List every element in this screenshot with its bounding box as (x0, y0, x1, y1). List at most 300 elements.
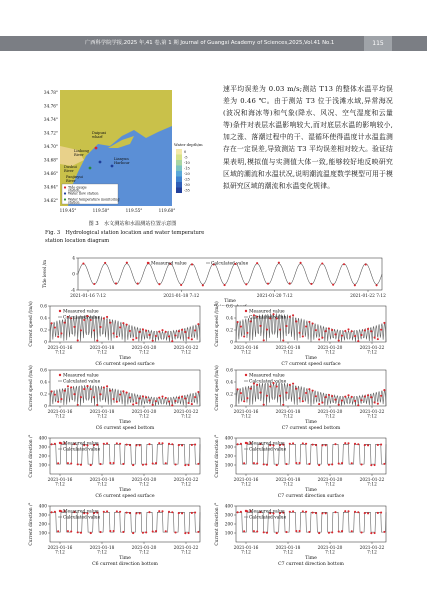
y-tick-label: 0.2 (40, 328, 47, 334)
depth-label: -20 (184, 172, 190, 176)
measured-series-point (168, 443, 170, 445)
measured-series-point (129, 512, 131, 514)
c6-surface-direction-chart (28, 428, 206, 500)
measured-series-point (246, 332, 248, 334)
y-tick-label: 0.2 (40, 392, 47, 398)
measured-series-point (184, 532, 186, 534)
measured-series-point (116, 336, 118, 338)
x-axis-label: Time (305, 488, 317, 493)
place-label: Dushui River (64, 165, 77, 173)
legend-marker (64, 198, 66, 200)
legend-calculated-label: Calculated value (63, 379, 101, 385)
measured-series-point (148, 443, 150, 445)
y-tick-label: 100 (38, 531, 47, 537)
measured-series-point (116, 510, 118, 512)
y-tick-label: 0.4 (40, 316, 47, 322)
measured-series-point (119, 393, 121, 395)
measured-series-point (142, 532, 144, 534)
legend-label: Water flow station (68, 191, 99, 196)
measured-series-point (344, 396, 346, 398)
measured-series-point (276, 532, 278, 534)
measured-series-point (282, 339, 284, 341)
y-tick-label: 300 (38, 445, 47, 451)
measured-series-point (321, 262, 323, 264)
measured-series-point (276, 386, 278, 388)
measured-series-point (103, 386, 105, 388)
measured-series-point (380, 443, 382, 445)
measured-series-point (77, 339, 79, 341)
measured-series-point (135, 444, 137, 446)
measured-series-point (374, 532, 376, 534)
depth-legend-title: Water depth/m (174, 142, 203, 147)
measured-series-point (325, 330, 327, 332)
legend-measured-marker (147, 262, 149, 264)
c7-surface-speed-chart (214, 296, 392, 368)
legend-measured-marker (245, 510, 247, 512)
measured-series-point (354, 511, 356, 513)
measured-series-point (256, 462, 258, 464)
measured-series-point (80, 329, 82, 331)
measured-series-point (367, 394, 369, 396)
latitude-label: 34.76° (43, 103, 58, 109)
measured-series-point (240, 392, 242, 394)
measured-series-point (93, 283, 95, 285)
measured-series-point (237, 443, 239, 445)
measured-series-point (367, 512, 369, 514)
measured-series-point (145, 396, 147, 398)
measured-series-point (279, 395, 281, 397)
measured-series-point (57, 530, 59, 532)
measured-series-point (256, 530, 258, 532)
measured-series-point (365, 264, 367, 266)
measured-series-point (240, 511, 242, 513)
x-tick-label: 2021-01-20 7:12 (131, 410, 157, 420)
measured-series-point (328, 394, 330, 396)
x-tick-label: 2021-01-18 7:12 (275, 478, 301, 488)
measured-series-point (158, 331, 160, 333)
x-tick-label: 2021-01-22 7:12 (350, 294, 386, 299)
measured-series-point (155, 400, 157, 402)
measured-series-point (334, 511, 336, 513)
measured-series-point (250, 320, 252, 322)
legend-measured-marker (245, 374, 247, 376)
measured-series-point (256, 262, 258, 264)
measured-series-point (158, 510, 160, 512)
measured-series-point (360, 399, 362, 401)
x-tick-label: 2021-01-18 7:12 (163, 294, 200, 299)
latitude-label: 34.74° (43, 117, 58, 122)
flow-station-marker (111, 165, 114, 168)
y-tick-label: 0.6 (226, 304, 233, 310)
measured-series-point (318, 338, 320, 340)
measured-series-point (351, 462, 353, 464)
depth-legend (174, 142, 203, 193)
x-tick-label: 2021-01-16 7:12 (47, 478, 73, 488)
legend-label: Water temperature monitoring station (68, 197, 120, 205)
station-legend (62, 184, 120, 205)
measured-series-point (152, 530, 154, 532)
measured-series-point (263, 404, 265, 406)
measured-series-point (370, 464, 372, 466)
figure3-caption (45, 220, 220, 245)
measured-series-point (80, 464, 82, 466)
depth-swatch (176, 166, 182, 172)
calculated-series-line (236, 379, 386, 406)
measured-series-point (370, 532, 372, 534)
measured-series-point (334, 399, 336, 401)
y-tick-label: 0.2 (226, 392, 233, 398)
measured-series-point (279, 329, 281, 331)
longitude-label: 119.60° (158, 208, 176, 213)
measured-series-point (237, 388, 239, 390)
x-tick-label: 2021-01-18 7:12 (89, 346, 115, 356)
legend-measured-marker (59, 310, 61, 312)
x-tick-label: 2021-01-22 7:12 (173, 410, 199, 420)
measured-series-point (57, 401, 59, 403)
measured-series-point (171, 443, 173, 445)
measured-series-point (80, 532, 82, 534)
measured-series-point (354, 284, 356, 286)
measured-series-point (310, 283, 312, 285)
measured-series-point (364, 512, 366, 514)
y-tick-label: 100 (38, 463, 47, 469)
measured-series-point (137, 283, 139, 285)
legend-calculated-label: Calculated value (249, 315, 287, 321)
measured-series-point (135, 512, 137, 514)
measured-series-point (240, 443, 242, 445)
measured-series-point (57, 462, 59, 464)
x-tick-label: 2021-01-22 7:12 (173, 478, 199, 488)
x-tick-label: 2021-01-16 7:12 (233, 478, 259, 488)
measured-series-point (308, 388, 310, 390)
measured-series-point (197, 531, 199, 533)
measured-series-point (315, 395, 317, 397)
x-tick-label: 2021-01-20 7:12 (317, 410, 343, 420)
latitude-label: 34.78° (43, 90, 58, 95)
x-tick-label: 2021-01-18 7:12 (275, 410, 301, 420)
measured-series-point (332, 284, 334, 286)
measured-series-point (70, 462, 72, 464)
measured-series-point (338, 462, 340, 464)
x-tick-label: 2021-01-22 7:12 (359, 346, 385, 356)
y-tick-label: -4 (70, 288, 75, 294)
c7-surface-direction-chart (214, 428, 392, 500)
measured-series-point (380, 329, 382, 331)
c6-bottom-speed-chart (28, 360, 206, 432)
legend-marker (64, 192, 66, 194)
measured-series-point (315, 329, 317, 331)
measured-series-point (253, 462, 255, 464)
measured-series-point (145, 330, 147, 332)
measured-series-point (341, 400, 343, 402)
measured-series-point (360, 531, 362, 533)
measured-series-point (122, 531, 124, 533)
measured-series-point (103, 511, 105, 513)
body-paragraph: 速平均误差为 0.03 m/s;测站 T13 的整体水温平均误差为 0.46 ℃。由于测站 T3 位于浅滩水域,异常海况(波况和海冰等)和气象(降水、风况、空气湿度和云量等)条件对表层水温影响较大,而对底层水温的影响较小,加之涨、落潮过程中的干、湿循环使得温度计水温监测存在一定误差,导致测站 T3 平均误差相对较大。验证结果表明,模拟值与实测值大体一致,能够较好地反映研究区域的潮流和水温状况,说明潮流温度数学模型可用于模拟研究区域的潮流和水温变化规律。 (223, 85, 393, 190)
latitude-label: 34.68° (43, 157, 58, 163)
measured-series-point (60, 332, 62, 334)
y-tick-label: 0 (230, 404, 233, 410)
measured-series-point (178, 330, 180, 332)
depth-label: 0 (184, 150, 187, 154)
station-map (38, 86, 212, 214)
y-tick-label: 0 (230, 340, 233, 346)
measured-series-point (194, 443, 196, 445)
measured-series-point (295, 320, 297, 322)
legend-label: Tide gauge station (68, 185, 87, 193)
flow-station-marker (99, 161, 102, 164)
measured-series-point (113, 530, 115, 532)
measured-series-point (197, 463, 199, 465)
x-tick-label: 2021-01-20 7:12 (131, 346, 157, 356)
measured-series-point (338, 530, 340, 532)
depth-label: -15 (184, 166, 190, 171)
measured-series-point (129, 330, 131, 332)
measured-series-point (289, 384, 291, 386)
measured-series-point (191, 403, 193, 405)
measured-series-point (64, 322, 66, 324)
measured-series-point (161, 329, 163, 331)
depth-label: -5 (184, 155, 188, 160)
measured-series-point (191, 444, 193, 446)
measured-series-point (135, 402, 137, 404)
measured-series-point (158, 283, 160, 285)
depth-swatch (176, 182, 182, 188)
measured-series-point (341, 530, 343, 532)
x-axis-label: Time (119, 356, 131, 361)
measured-series-point (178, 512, 180, 514)
chart-title: C7 current direction bottom (278, 562, 344, 567)
measured-series-point (318, 464, 320, 466)
measured-series-point (246, 397, 248, 399)
x-tick-label: 2021-01-20 7:12 (256, 294, 293, 299)
figure3-caption-cn: 图 3 水文测站和水温测站位置示意图 (88, 221, 177, 227)
measured-series-point (115, 282, 117, 284)
measured-series-point (119, 443, 121, 445)
y-tick-label: 200 (224, 522, 233, 528)
measured-series-point (253, 530, 255, 532)
measured-series-point (325, 512, 327, 514)
x-tick-label: 2021-01-20 7:12 (317, 546, 343, 556)
measured-series-point (285, 325, 287, 327)
x-tick-label: 2021-01-20 7:12 (131, 546, 157, 556)
x-tick-label: 2021-01-16 7:12 (233, 546, 259, 556)
measured-series-point (161, 396, 163, 398)
measured-series-point (188, 402, 190, 404)
measured-series-point (321, 512, 323, 514)
measured-series-point (148, 334, 150, 336)
c6-bottom-direction-chart (28, 496, 206, 568)
legend-calculated-label: Calculated value (249, 447, 287, 453)
measured-series-point (354, 400, 356, 402)
measured-series-point (86, 385, 88, 387)
measured-series-point (139, 512, 141, 514)
measured-series-point (70, 386, 72, 388)
longitude-label: 119.45° (59, 208, 77, 213)
measured-series-point (60, 398, 62, 400)
measured-series-point (90, 464, 92, 466)
calculated-series-line (78, 261, 382, 285)
measured-series-point (299, 332, 301, 334)
y-tick-label: 400 (38, 436, 47, 442)
measured-series-point (347, 442, 349, 444)
depth-swatch (176, 155, 182, 161)
measured-series-point (267, 283, 269, 285)
chart-title: C6 current speed surface (95, 362, 155, 367)
x-tick-label: 2021-01-16 7:12 (233, 410, 259, 420)
measured-series-point (191, 338, 193, 340)
measured-series-point (295, 530, 297, 532)
measured-series-point (266, 395, 268, 397)
measured-series-point (299, 530, 301, 532)
measured-series-point (54, 511, 56, 513)
measured-series-point (155, 462, 157, 464)
measured-series-point (165, 462, 167, 464)
measured-series-point (174, 463, 176, 465)
measured-series-point (370, 330, 372, 332)
measured-series-point (168, 400, 170, 402)
measured-series-point (289, 443, 291, 445)
measured-series-point (119, 326, 121, 328)
legend-measured-label: Measured value (151, 261, 187, 267)
measured-series-point (289, 511, 291, 513)
measured-series-point (106, 442, 108, 444)
measured-series-point (300, 262, 302, 264)
measured-series-point (383, 389, 385, 391)
measured-series-point (83, 388, 85, 390)
measured-series-point (312, 322, 314, 324)
measured-series-point (171, 340, 173, 342)
measured-series-point (174, 531, 176, 533)
measured-series-point (139, 397, 141, 399)
measured-series-point (289, 316, 291, 318)
measured-series-point (305, 325, 307, 327)
x-axis-label: Time (305, 420, 317, 425)
legend-measured-marker (59, 374, 61, 376)
measured-series-point (168, 511, 170, 513)
x-tick-label: 2021-01-22 7:12 (359, 546, 385, 556)
measured-series-point (237, 321, 239, 323)
measured-series-point (67, 385, 69, 387)
longitude-label: 119.55° (125, 208, 143, 213)
measured-series-point (308, 463, 310, 465)
measured-series-point (184, 331, 186, 333)
measured-series-point (139, 331, 141, 333)
measured-series-point (129, 397, 131, 399)
depth-swatch (176, 171, 182, 177)
measured-series-point (197, 391, 199, 393)
measured-series-point (302, 400, 304, 402)
longitude-label: 119.50° (92, 208, 110, 213)
measured-series-point (305, 511, 307, 513)
measured-series-point (380, 511, 382, 513)
measured-series-point (344, 510, 346, 512)
measured-series-point (106, 385, 108, 387)
x-tick-label: 2021-01-18 7:12 (275, 346, 301, 356)
measured-series-point (312, 390, 314, 392)
measured-series-point (191, 512, 193, 514)
legend-measured-label: Measured value (249, 373, 285, 379)
y-tick-label: 0 (72, 272, 75, 278)
measured-series-point (106, 510, 108, 512)
y-axis-label: Current speed /(m/s) (29, 301, 34, 347)
measured-series-point (51, 390, 53, 392)
measured-series-point (126, 392, 128, 394)
measured-series-point (312, 444, 314, 446)
measured-series-point (321, 402, 323, 404)
calculated-series-line (50, 385, 200, 406)
measured-series-point (104, 262, 106, 264)
y-tick-label: 4 (72, 256, 75, 262)
measured-series-point (116, 401, 118, 403)
legend-measured-marker (245, 310, 247, 312)
measured-series-point (129, 444, 131, 446)
measured-series-point (80, 396, 82, 398)
measured-series-point (292, 314, 294, 316)
measured-series-point (152, 340, 154, 342)
measured-series-point (96, 404, 98, 406)
measured-series-point (360, 334, 362, 336)
measured-series-point (237, 511, 239, 513)
measured-series-point (168, 335, 170, 337)
measured-series-point (96, 340, 98, 342)
c7-bottom-speed-chart (214, 360, 392, 432)
measured-series-point (99, 463, 101, 465)
measured-series-point (194, 511, 196, 513)
legend-calculated-label: Calculated value (211, 261, 249, 267)
measured-series-point (338, 340, 340, 342)
measured-series-point (152, 462, 154, 464)
chart-title: C7 current direction surface (277, 494, 345, 499)
legend-measured-label: Measured value (249, 509, 285, 515)
measured-series-point (174, 400, 176, 402)
measured-series-point (158, 397, 160, 399)
measured-series-point (338, 404, 340, 406)
measured-series-point (367, 444, 369, 446)
measured-series-point (103, 317, 105, 319)
measured-series-point (334, 333, 336, 335)
measured-series-point (181, 512, 183, 514)
legend-measured-label: Measured value (63, 441, 99, 447)
measured-series-point (263, 531, 265, 533)
depth-swatch (176, 177, 182, 183)
legend-measured-label: Measured value (249, 441, 285, 447)
measured-series-point (161, 510, 163, 512)
measured-series-point (181, 444, 183, 446)
running-title: 广西科学院学报,2025 年,41 卷,第 1 期 Journal of Guangxi Academy of Sciences,2025,Vol.41 No.1 (85, 40, 335, 46)
measured-series-point (302, 510, 304, 512)
c6-surface-speed-chart (28, 296, 206, 368)
measured-series-point (165, 331, 167, 333)
measured-series-point (377, 512, 379, 514)
measured-series-point (269, 385, 271, 387)
measured-series-point (357, 511, 359, 513)
measured-series-point (103, 443, 105, 445)
measured-series-point (224, 284, 226, 286)
y-tick-label: 0.6 (40, 304, 47, 310)
measured-series-point (90, 388, 92, 390)
depth-swatch (176, 160, 182, 166)
measured-series-point (135, 337, 137, 339)
measured-series-point (122, 322, 124, 324)
legend-measured-marker (59, 442, 61, 444)
x-tick-label: 2021-01-22 7:12 (359, 410, 385, 420)
measured-series-point (188, 464, 190, 466)
x-tick-label: 2021-01-22 7:12 (359, 478, 385, 488)
measured-series-point (67, 530, 69, 532)
measured-series-point (165, 397, 167, 399)
legend-calculated-label: Calculated value (63, 515, 101, 521)
